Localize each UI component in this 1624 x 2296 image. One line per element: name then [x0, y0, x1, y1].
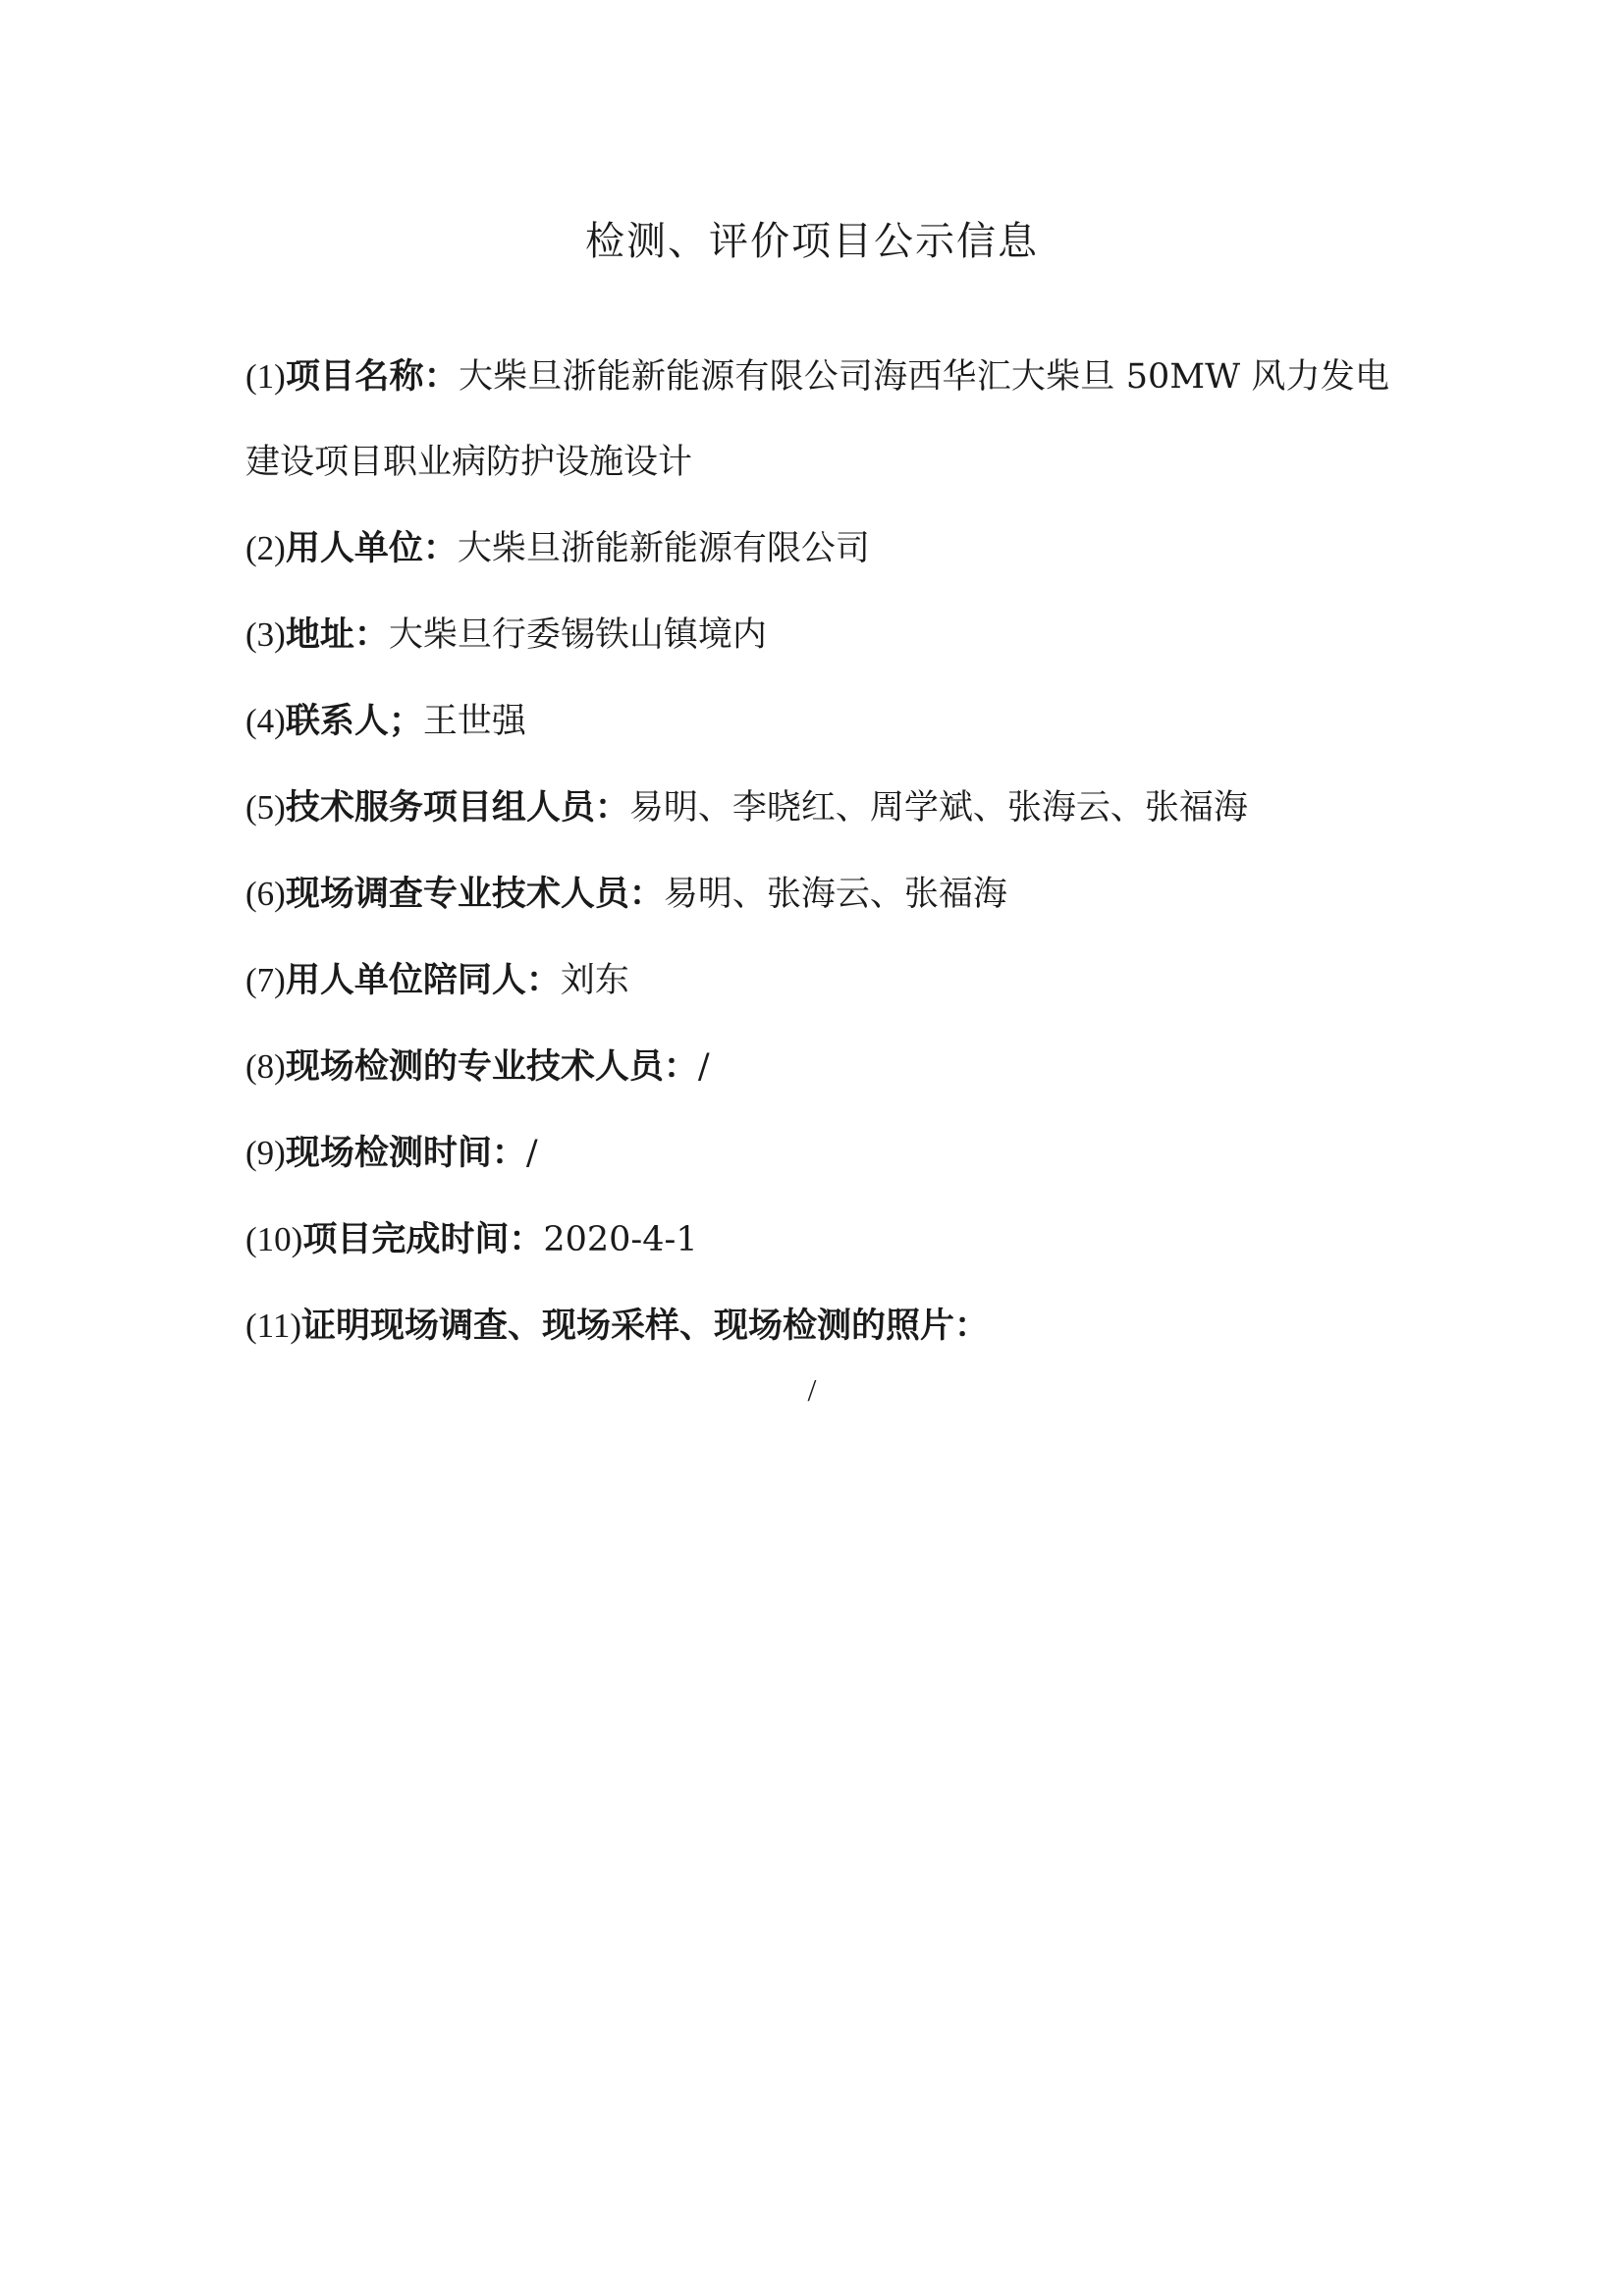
- item-number: (4): [245, 702, 286, 740]
- photos-placeholder: /: [807, 1372, 817, 1408]
- item-value: 王世强: [422, 702, 526, 741]
- item-number: (6): [245, 875, 286, 913]
- item-label: 现场检测时间：: [285, 1133, 526, 1173]
- item-label: 技术服务项目组人员：: [285, 787, 629, 828]
- item-number: (5): [245, 788, 286, 827]
- item-value: 2020-4-1: [543, 1220, 698, 1259]
- item-value: 大柴旦行委锡铁山镇境内: [388, 615, 767, 655]
- item-label: 项目完成时间：: [302, 1219, 544, 1259]
- item-number: (8): [245, 1047, 286, 1086]
- item-number: (11): [245, 1307, 302, 1345]
- list-item-project-name: [245, 334, 1389, 506]
- list-item-contact: [245, 678, 1389, 765]
- list-item-completion-time: [245, 1197, 1389, 1283]
- item-label: 现场检测的专业技术人员：: [285, 1046, 698, 1087]
- item-value: /: [697, 1047, 710, 1087]
- list-item-photos: [245, 1283, 1389, 1369]
- item-label: 联系人；: [285, 701, 423, 741]
- item-number: (3): [245, 615, 286, 654]
- list-item-address: [245, 592, 1389, 678]
- item-label: 用人单位陪同人：: [285, 960, 561, 1000]
- item-label: 证明现场调查、现场采样、现场检测的照片：: [301, 1306, 990, 1346]
- item-label: 现场调查专业技术人员：: [285, 874, 664, 914]
- item-number: (10): [245, 1220, 303, 1258]
- list-item-project-team: [245, 765, 1389, 851]
- list-item-escort: [245, 937, 1389, 1024]
- item-number: (2): [245, 529, 286, 567]
- item-value: 大柴旦浙能新能源有限公司: [457, 529, 870, 568]
- info-list: [245, 334, 1389, 1369]
- item-label: 地址：: [285, 614, 389, 655]
- item-label: 用人单位：: [285, 528, 458, 568]
- item-value: 刘东: [560, 961, 629, 1000]
- list-item-testing-staff: [245, 1024, 1389, 1110]
- item-value: 大柴旦浙能新能源有限公司海西华汇大柴旦 50MW 风力发电建设项目职业病防护设施设计: [245, 357, 1389, 482]
- document-title: 检测、评价项目公示信息: [585, 219, 1039, 264]
- list-item-survey-staff: [245, 851, 1389, 937]
- item-number: (9): [245, 1134, 286, 1172]
- item-number: (7): [245, 961, 286, 999]
- item-value: /: [525, 1134, 538, 1173]
- item-label: 项目名称：: [285, 356, 459, 397]
- item-number: (1): [245, 357, 286, 396]
- item-value: 易明、张海云、张福海: [663, 875, 1007, 914]
- item-value: 易明、李晓红、周学斌、张海云、张福海: [628, 788, 1248, 828]
- list-item-employer: [245, 506, 1389, 592]
- list-item-testing-time: [245, 1110, 1389, 1197]
